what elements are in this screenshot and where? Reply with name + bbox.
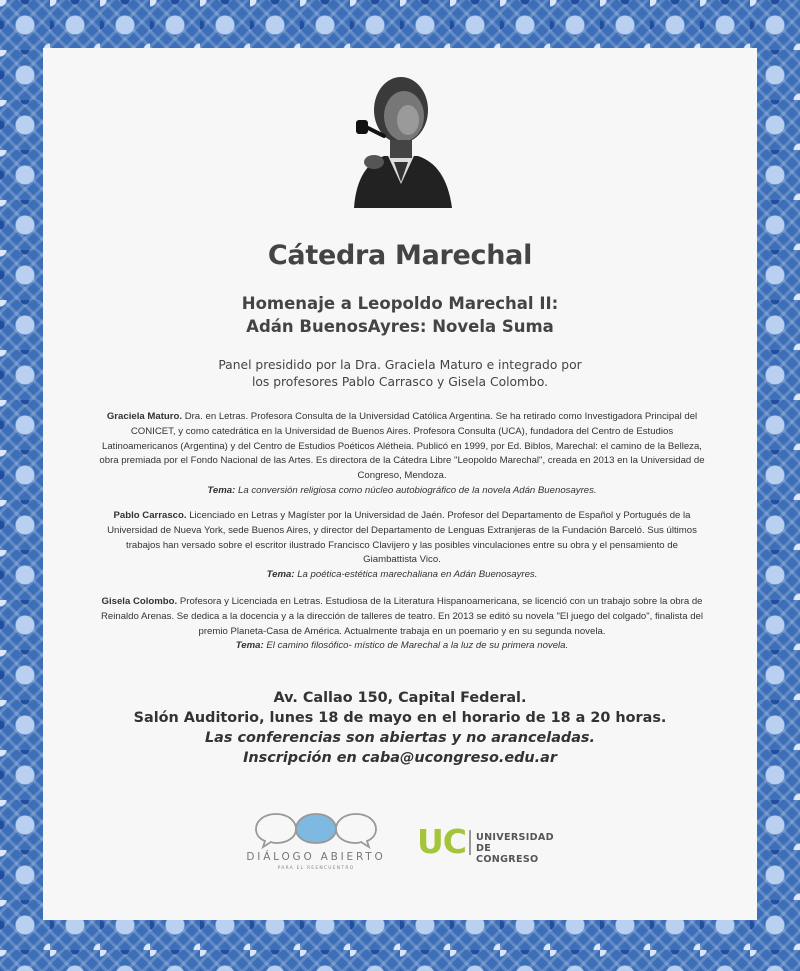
- bio-line: CONICET, y como catedrática en la Universidad de Buenos Aires. Profesora Consulta (UCA), fundadora del Centro de Estudios: [130, 425, 674, 437]
- page-title: Cátedra Marechal: [267, 240, 533, 271]
- uc-mark: UC: [417, 822, 467, 861]
- bio-line: Giambattista Vico.: [363, 554, 441, 566]
- bio-line: Reinaldo Arenas. Se dedica a la docencia y a la dirección de talleres de teatro. En 2013 se editó su novela "El juego del colgado", finalista del: [100, 610, 703, 622]
- bio-carrasco: [65, 509, 739, 583]
- bio-tema: Tema: La poética-estética marechaliana en Adán Buenosayres.: [266, 569, 538, 581]
- bio-line: trabajos han versado sobre el escritor ilustrado Francisco Clavijero y las posibles vinculaciones entre su obra y el pensamiento de: [126, 539, 678, 551]
- dialogo-name: DIÁLOGO ABIERTO: [246, 851, 386, 863]
- event-schedule: Salón Auditorio, lunes 18 de mayo en el horario de 18 a 20 horas.: [133, 710, 667, 726]
- event-free-note: Las conferencias son abiertas y no aranceladas.: [205, 730, 595, 746]
- intro-line-1: Panel presidido por la Dra. Graciela Maturo e integrado por: [218, 358, 582, 372]
- subtitle-line-2: Adán BuenosAyres: Novela Suma: [246, 317, 554, 336]
- bio-name: Gisela Colombo.: [101, 596, 178, 607]
- bio-maturo: [65, 410, 739, 499]
- universidad-congreso-logo: [417, 824, 557, 864]
- event-address: Av. Callao 150, Capital Federal.: [273, 690, 527, 706]
- marechal-portrait: [344, 66, 458, 208]
- bio-name: Graciela Maturo.: [106, 411, 183, 422]
- uc-wordmark: UNIVERSIDAD DE CONGRESO: [476, 832, 554, 865]
- uc-divider: [469, 830, 471, 855]
- event-registration: Inscripción en caba@ucongreso.edu.ar: [243, 750, 557, 766]
- intro-line-2: los profesores Pablo Carrasco y Gisela Colombo.: [251, 375, 549, 389]
- bio-colombo: [65, 595, 739, 654]
- bio-tema: Tema: El camino filosófico- místico de Marechal a la luz de su primera novela.: [235, 640, 569, 652]
- bio-line: Gisela Colombo. Profesora y Licenciada en Letras. Estudiosa de la Literatura Hispanoamericana, se licenció con un trabajo sobre la obra de: [101, 596, 703, 607]
- bio-line: obra premiada por el Fondo Nacional de las Artes. Es directora de la Cátedra Libre "Leopoldo Marechal", creada en 2013 en la Universidad de: [99, 455, 705, 467]
- subtitle-line-1: Homenaje a Leopoldo Marechal II:: [241, 294, 559, 313]
- bio-line: Latinoamericanos (Argentina) y del Centro de Estudios Poéticos Alétheia. Publicó en 1999, por Ed. Biblos, Marechal: el camino de la Belleza,: [102, 440, 702, 452]
- dialogo-tagline: PARA EL REENCUENTRO: [277, 866, 355, 871]
- bio-line: Graciela Maturo. Dra. en Letras. Profesora Consulta de la Universidad Católica Argentina. Se ha retirado como Investigadora Principal del: [106, 411, 698, 422]
- bio-line: Congreso, Mendoza.: [357, 470, 447, 482]
- bio-name: Pablo Carrasco.: [113, 510, 187, 521]
- bio-tema: Tema: La conversión religiosa como núcleo autobiográfico de la novela Adán Buenosayres.: [207, 484, 597, 496]
- bio-line: Pablo Carrasco. Licenciado en Letras y Magíster por la Universidad de Jaén. Profesor del Departamento de Español y Portugués de la: [113, 510, 691, 521]
- content-panel: [43, 48, 757, 920]
- bio-line: Universidad de Nueva York, sede Buenos Aires, y director del Departamento de Lenguas Extranjeras de la Fundación Barceló. Sus últimos: [107, 524, 697, 536]
- dialogo-abierto-logo: [246, 810, 386, 872]
- bio-line: premio Planeta-Casa de América. Actualmente trabaja en un poemario y en su segunda novela.: [198, 625, 606, 637]
- speech-bubbles-icon: [246, 810, 386, 850]
